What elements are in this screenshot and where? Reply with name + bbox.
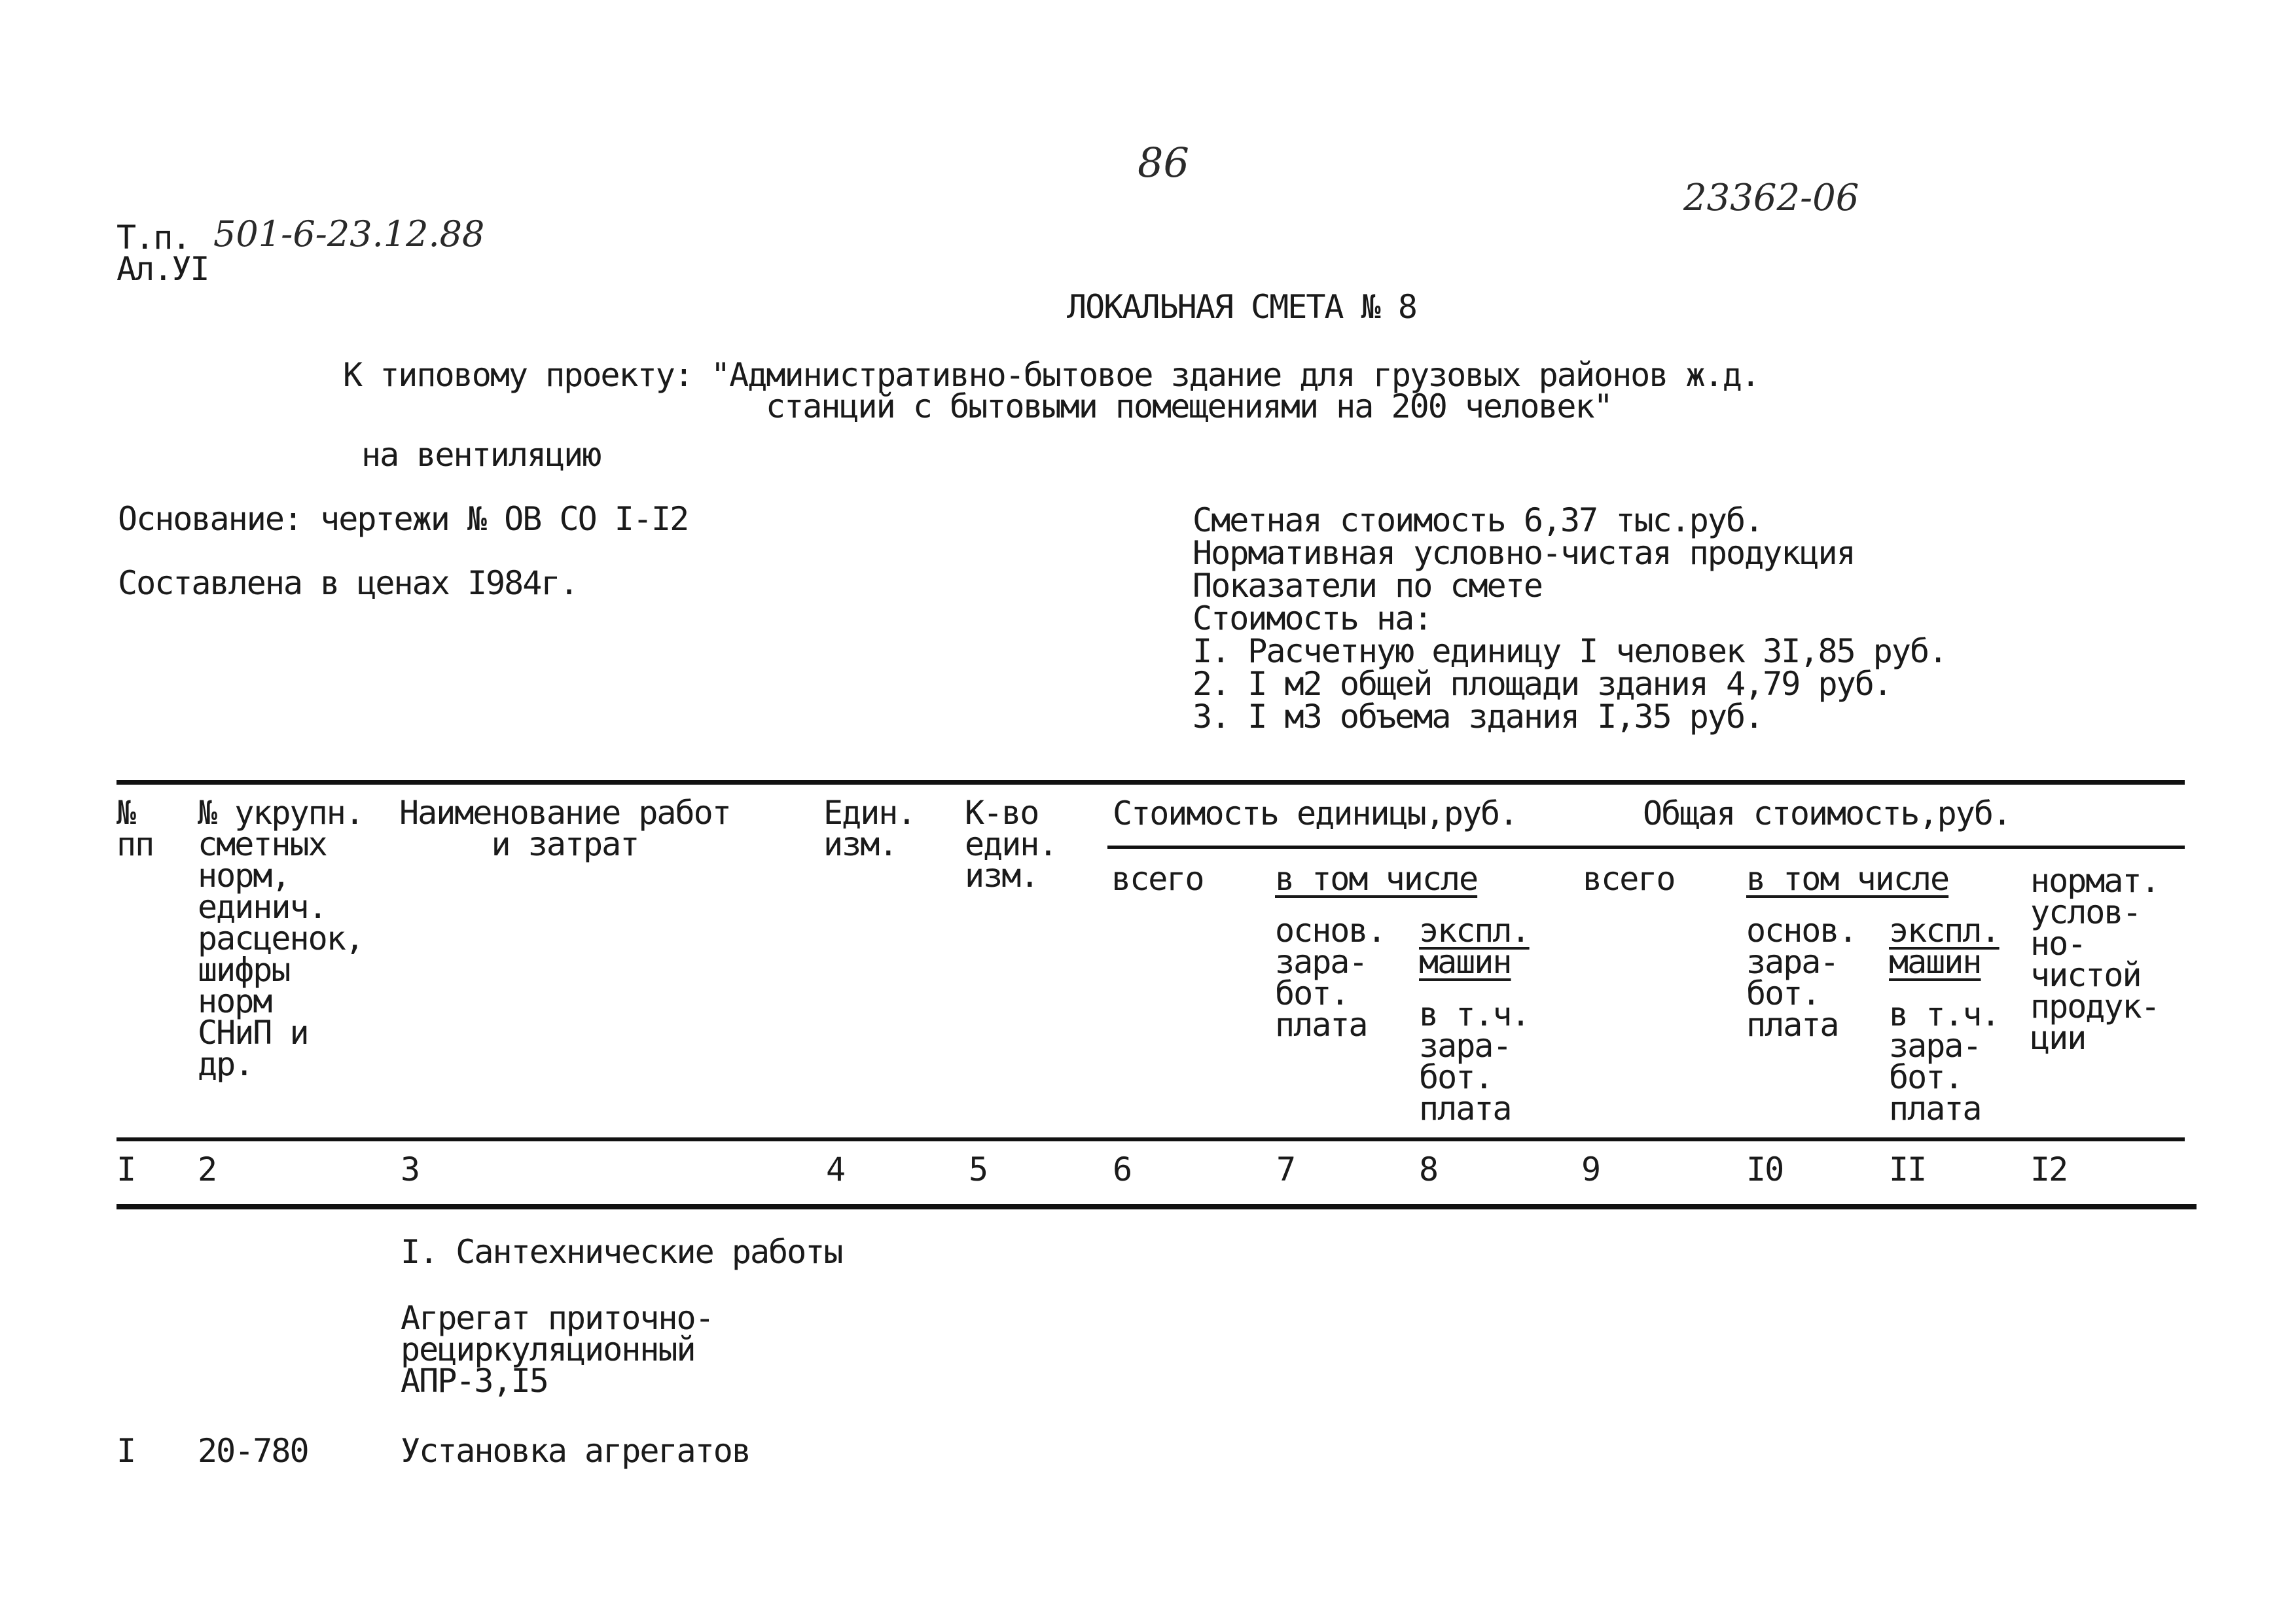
subject-line-3: на вентиляцию xyxy=(361,436,601,474)
header-unit-basic-wage: основ. зара- бот. плата xyxy=(1275,912,1386,1044)
header-total-incl-wage: в т.ч. зара- бот. плата xyxy=(1889,995,2000,1128)
column-number: II xyxy=(1889,1150,1926,1188)
header-bottom-rule xyxy=(117,1137,2185,1141)
header-total-incl: в том числе xyxy=(1746,860,1949,898)
header-grand-total: всего xyxy=(1583,860,1675,898)
row-name: Установка агрегатов xyxy=(401,1432,750,1470)
header-col-name: Наименование работ и затрат xyxy=(399,794,730,863)
row-code: 20-780 xyxy=(198,1432,308,1470)
summary-cost-for: Стоимость на: xyxy=(1193,599,1432,637)
column-number: 7 xyxy=(1276,1150,1295,1188)
row-number: I xyxy=(117,1432,135,1470)
header-unit-machines: экспл. машин xyxy=(1419,912,1530,981)
column-number: 8 xyxy=(1419,1150,1438,1188)
album-label: Ал.УI xyxy=(117,250,209,288)
basis-text: Основание: чертежи № ОВ СО I-I2 xyxy=(118,500,689,538)
tp-number: 501-6-23.12.88 xyxy=(213,213,485,255)
page-number: 86 xyxy=(1138,139,1189,187)
tp-label: Т.п. xyxy=(117,219,190,257)
column-number: 5 xyxy=(969,1150,988,1188)
header-col-code: № укрупн. сметных норм, единич. расценок, шифры норм СНиП и др. xyxy=(198,794,363,1083)
table-top-rule xyxy=(117,780,2185,785)
column-number: 9 xyxy=(1581,1150,1600,1188)
prices-text: Составлена в ценах I984г. xyxy=(118,564,578,602)
registration-number: 23362-06 xyxy=(1683,177,1859,219)
numbers-bottom-rule xyxy=(117,1204,2197,1209)
column-number: I0 xyxy=(1746,1150,1784,1188)
document-title: ЛОКАЛЬНАЯ СМЕТА № 8 xyxy=(1067,288,1416,326)
header-normative: нормат. услов- но- чистой продук- ции xyxy=(2030,862,2159,1057)
header-total-machines: экспл. машин xyxy=(1889,912,2000,981)
summary-normative: Нормативная условно-чистая продукция xyxy=(1193,534,1855,572)
column-number: 6 xyxy=(1113,1150,1132,1188)
column-number: I2 xyxy=(2030,1150,2068,1188)
item-description: Агрегат приточно- рециркуляционный АПР-3,I5 xyxy=(401,1299,713,1400)
header-col-unit: Един. изм. xyxy=(823,794,916,863)
header-unit-incl: в том числе xyxy=(1275,860,1478,898)
header-col-qty: К-во един. изм. xyxy=(965,794,1057,895)
subject-line-2: станций с бытовыми помещениями на 200 человек" xyxy=(766,387,1612,425)
summary-indicators: Показатели по смете xyxy=(1193,567,1542,605)
column-number: 4 xyxy=(826,1150,845,1188)
header-unit-total: всего xyxy=(1111,860,1204,898)
cost-group-rule xyxy=(1107,846,2185,849)
summary-item-3: 3. I м3 объема здания I,35 руб. xyxy=(1193,698,1763,736)
header-unit-cost: Стоимость единицы,руб. xyxy=(1113,794,1518,832)
column-number: I xyxy=(117,1150,135,1188)
header-total-cost: Общая стоимость,руб. xyxy=(1643,794,2011,832)
header-col-num: № пп xyxy=(117,794,154,863)
column-number: 3 xyxy=(401,1150,420,1188)
header-total-basic-wage: основ. зара- бот. плата xyxy=(1746,912,1857,1044)
header-unit-incl-wage: в т.ч. зара- бот. плата xyxy=(1419,995,1530,1128)
column-number: 2 xyxy=(198,1150,217,1188)
section-heading: I. Сантехнические работы xyxy=(401,1233,842,1271)
summary-cost: Сметная стоимость 6,37 тыс.руб. xyxy=(1193,501,1763,539)
summary-item-1: I. Расчетную единицу I человек 3I,85 руб. xyxy=(1193,632,1947,670)
subject-line-1: К типовому проекту: "Административно-бытовое здание для грузовых районов ж.д. xyxy=(343,356,1759,394)
summary-item-2: 2. I м2 общей площади здания 4,79 руб. xyxy=(1193,665,1892,703)
